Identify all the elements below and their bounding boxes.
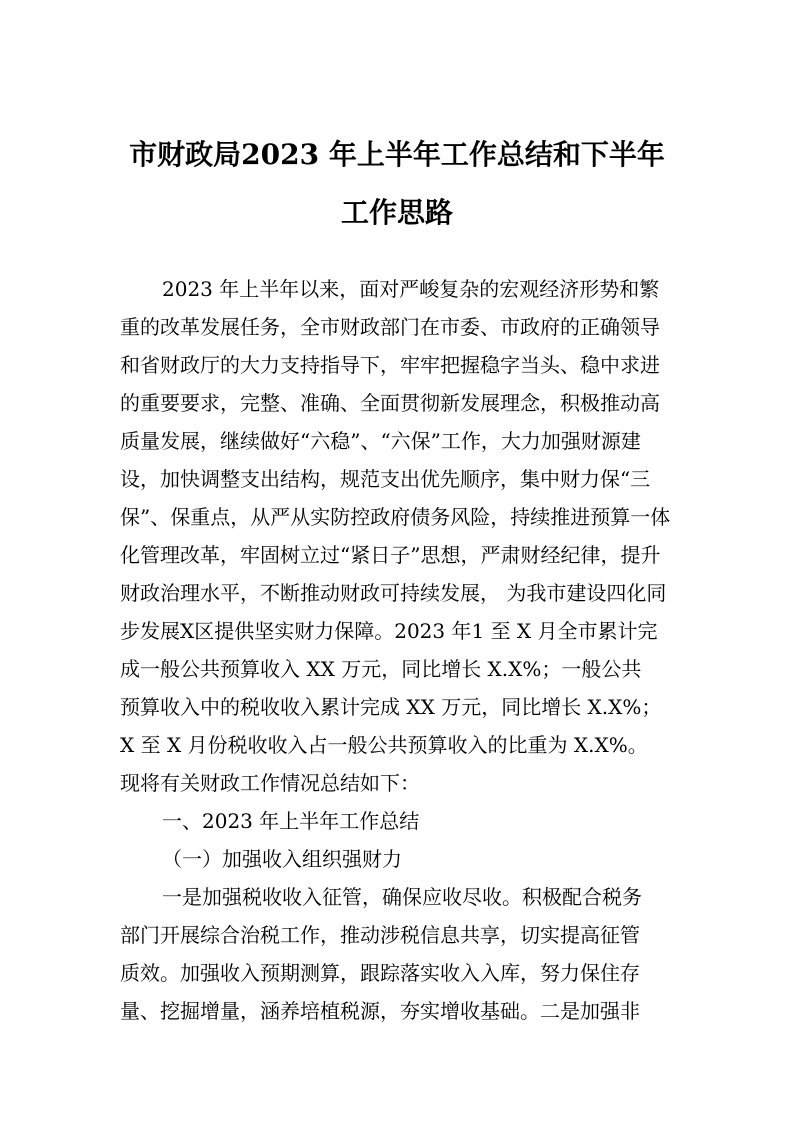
paragraph-line: 预算收入中的税收收入累计完成 XX 万元，同比增长 X.X%； <box>120 695 662 719</box>
subsection-heading: （一）加强收入组织强财力 <box>162 847 402 871</box>
paragraph-line: 量、挖掘增量，涵养培植税源，夯实增收基础。二是加强非 <box>120 999 640 1023</box>
paragraph-line: 质量发展，继续做好“六稳”、“六保”工作，大力加强财源建 <box>120 429 641 453</box>
document-title-line-1: 市财政局2023 年上半年工作总结和下半年 <box>129 138 665 171</box>
paragraph-line: 2023 年上半年以来，面对严峻复杂的宏观经济形势和繁 <box>162 277 660 301</box>
document-body <box>120 270 680 1030</box>
paragraph-line: X 至 X 月份税收收入占一般公共预算收入的比重为 X.X%。 <box>120 733 648 757</box>
paragraph-line: 化管理改革，牢固树立过“紧日子”思想，严肃财经纪律，提升 <box>120 543 661 567</box>
paragraph-line: 的重要要求，完整、准确、全面贯彻新发展理念，积极推动高 <box>120 391 660 415</box>
paragraph-line: 财政治理水平，不断推动财政可持续发展， 为我市建设四化同 <box>120 581 667 605</box>
paragraph-line: 现将有关财政工作情况总结如下： <box>120 771 420 795</box>
paragraph-line: 重的改革发展任务，全市财政部门在市委、市政府的正确领导 <box>120 315 660 339</box>
document-title-line-2: 工作思路 <box>340 196 453 229</box>
paragraph-line: 设，加快调整支出结构，规范支出优先顺序，集中财力保“三 <box>120 467 651 491</box>
section-heading: 一、2023 年上半年工作总结 <box>162 809 420 833</box>
paragraph-line: 成一般公共预算收入 XX 万元，同比增长 X.X%；一般公共 <box>120 657 642 681</box>
paragraph-line: 和省财政厅的大力支持指导下，牢牢把握稳字当头、稳中求进 <box>120 353 660 377</box>
paragraph-line: 保”、保重点，从严从实防控政府债务风险，持续推进预算一体 <box>120 505 671 529</box>
paragraph-line: 部门开展综合治税工作，推动涉税信息共享，切实提高征管 <box>120 923 640 947</box>
paragraph-line: 质效。加强收入预期测算，跟踪落实收入入库，努力保住存 <box>120 961 640 985</box>
paragraph-line: 一是加强税收收入征管，确保应收尽收。积极配合税务 <box>162 885 642 909</box>
paragraph-line: 步发展X区提供坚实财力保障。2023 年1 至 X 月全市累计完 <box>120 619 658 643</box>
